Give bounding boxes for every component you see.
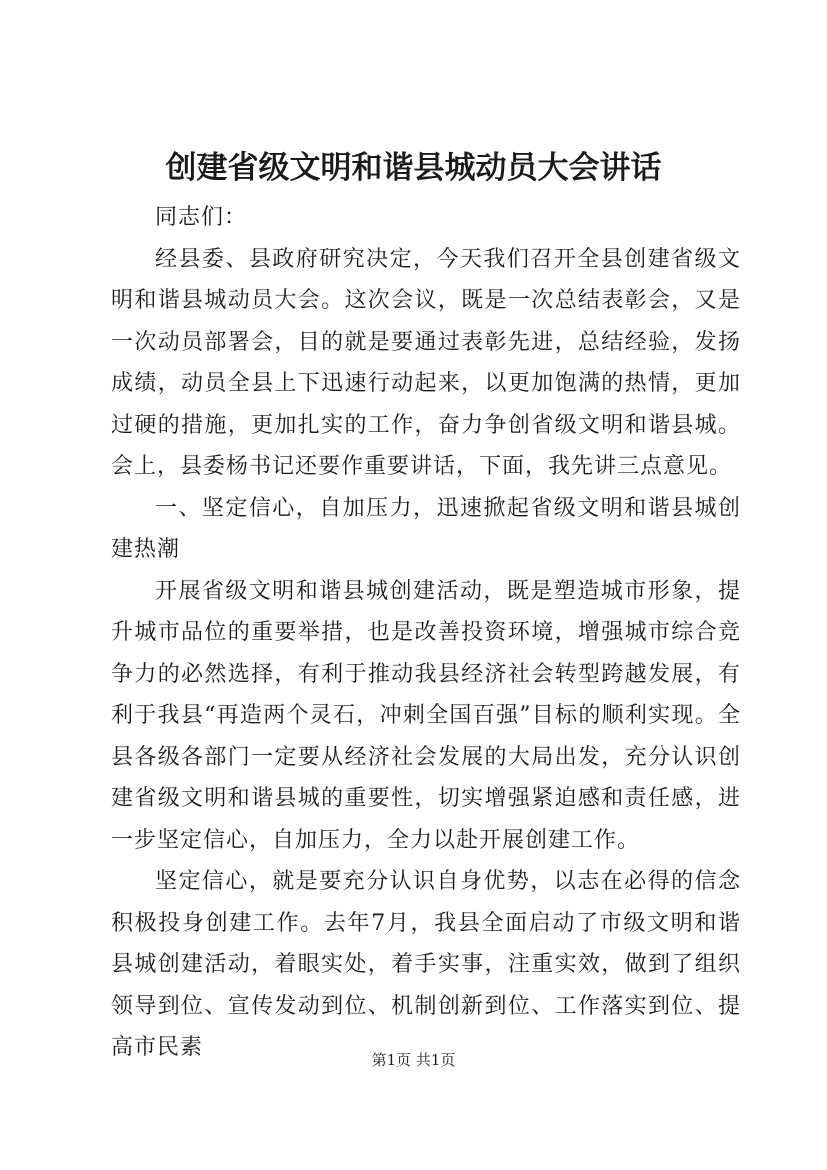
page-number: 第1页 共1页	[371, 1051, 456, 1069]
paragraph-confidence: 坚定信心，就是要充分认识自身优势，以志在必得的信念积极投身创建工作。去年7月，我县全面启动了市级文明和谐县城创建活动，着眼实处，着手实事，注重实效，做到了组织领导到位、宣传发动到位、机制创新到位、工作落实到位、提高市民素	[111, 869, 741, 1060]
paragraph-section-heading: 一、坚定信心，自加压力，迅速掀起省级文明和谐县城创建热潮	[111, 495, 741, 562]
paragraph-salutation: 同志们：	[155, 205, 248, 230]
paragraph-significance: 开展省级文明和谐县城创建活动，既是塑造城市形象，提升城市品位的重要举措，也是改善投资环境，增强城市综合竞争力的必然选择，有利于推动我县经济社会转型跨越发展，有利于我县“再造两个灵石，冲刺全国百强”目标的顺利实现。全县各级各部门一定要从经济社会发展的大局出发，充分认识创建省级文明和谐县城的重要性，切实增强紧迫感和责任感，进一步坚定信心，自加压力，全力以赴开展创建工作。	[111, 578, 741, 853]
paragraph-intro: 经县委、县政府研究决定，今天我们召开全县创建省级文明和谐县城动员大会。这次会议，既是一次总结表彰会，又是一次动员部署会，目的就是要通过表彰先进，总结经验，发扬成绩，动员全县上下迅速行动起来，以更加饱满的热情，更加过硬的措施，更加扎实的工作，奋力争创省级文明和谐县城。会上，县委杨书记还要作重要讲话，下面，我先讲三点意见。	[111, 246, 741, 479]
document-body	[111, 197, 741, 1069]
page-footer	[0, 1050, 827, 1070]
document-title: 创建省级文明和谐县城动员大会讲话	[165, 150, 662, 186]
